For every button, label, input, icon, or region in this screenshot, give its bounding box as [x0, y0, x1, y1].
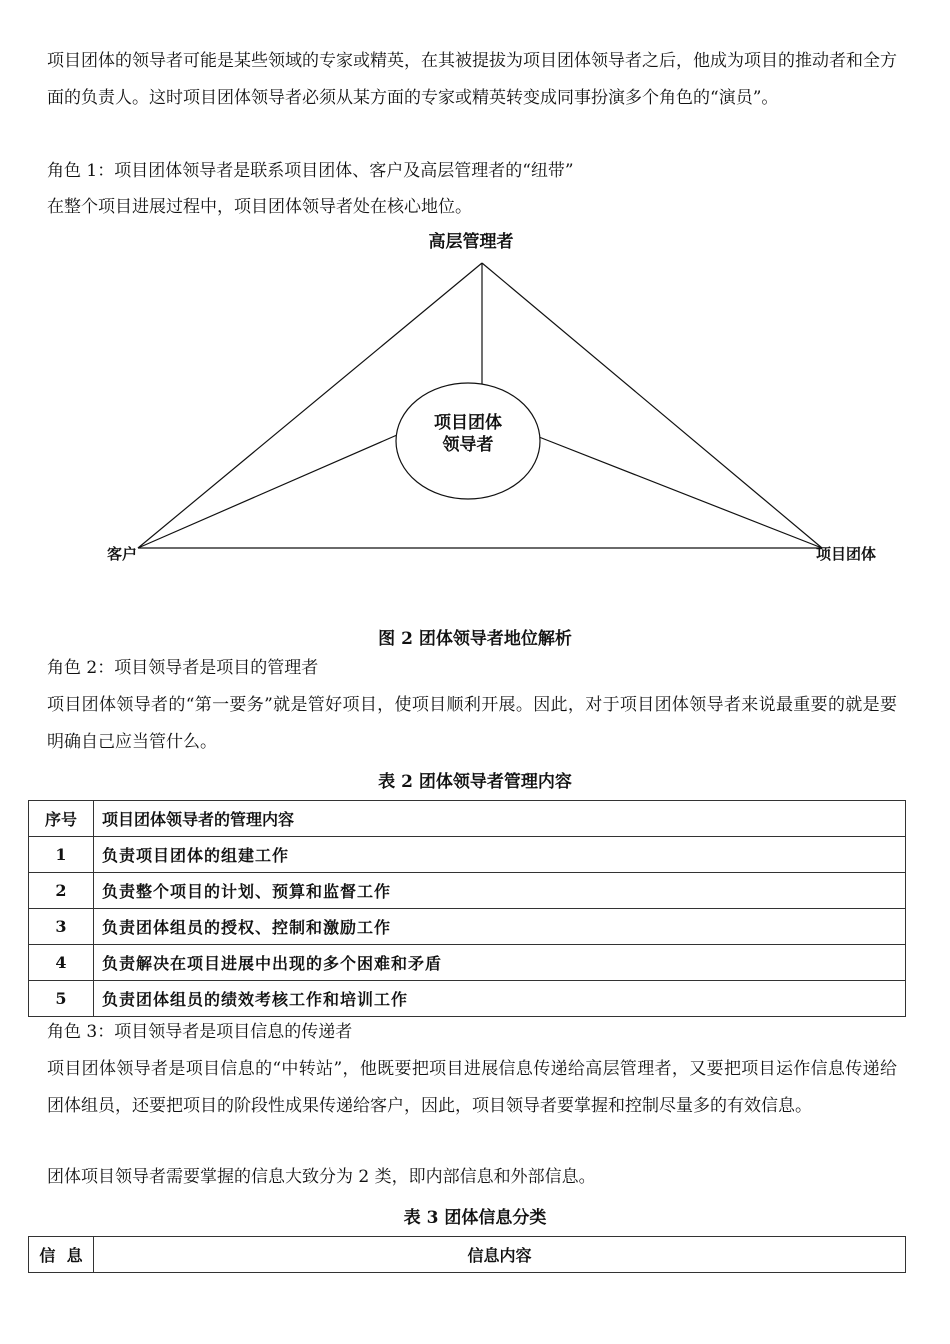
figure-caption: 图 2 团体领导者地位解析 [378, 629, 572, 649]
top-node-label: 高层管理者 [428, 232, 514, 252]
table-row [29, 945, 906, 981]
intro-paragraph: 项目团体的领导者可能是某些领域的专家或精英，在其被提拔为项目团体领导者之后，他成为项目的推动者和全方面的负责人。这时项目团体领导者必须从某方面的专家或精英转变成同事扮演多个角色的“演员”。 [47, 51, 897, 108]
row-content: 负责团体组员的授权、控制和激励工作 [94, 909, 906, 945]
row-index: 1 [29, 837, 94, 873]
row-index: 3 [29, 909, 94, 945]
row-index: 5 [29, 981, 94, 1017]
row-content: 负责整个项目的计划、预算和监督工作 [94, 873, 906, 909]
left-node-label: 客户 [106, 545, 138, 563]
table-header-row [29, 801, 906, 837]
info-paragraph: 团体项目领导者需要掌握的信息大致分为 2 类，即内部信息和外部信息。 [47, 1167, 596, 1187]
table3-caption: 表 3 团体信息分类 [403, 1208, 547, 1228]
edge-top-right [482, 263, 822, 548]
table-row [29, 837, 906, 873]
table-header-row [29, 1237, 906, 1273]
table2-caption: 表 2 团体领导者管理内容 [378, 772, 572, 792]
header-index: 序号 [29, 801, 94, 837]
header-info-content: 信息内容 [94, 1237, 906, 1273]
management-content-table [28, 800, 906, 1017]
role2-title: 角色 2：项目领导者是项目的管理者 [47, 658, 319, 678]
edge-center-left [138, 435, 397, 548]
role1-text: 在整个项目进展过程中，项目团体领导者处在核心地位。 [47, 197, 472, 217]
table-row [29, 909, 906, 945]
role3-title: 角色 3：项目领导者是项目信息的传递者 [47, 1022, 353, 1042]
row-content: 负责解决在项目进展中出现的多个困难和矛盾 [94, 945, 906, 981]
header-content: 项目团体领导者的管理内容 [94, 801, 906, 837]
row-content: 负责团体组员的绩效考核工作和培训工作 [94, 981, 906, 1017]
role2-text: 项目团体领导者的“第一要务”就是管好项目，使项目顺利开展。因此，对于项目团体领导者来说最重要的就是要明确自己应当管什么。 [47, 695, 897, 752]
role1-title: 角色 1：项目团体领导者是联系项目团体、客户及高层管理者的“纽带” [47, 161, 574, 181]
header-info: 信 息 [29, 1237, 94, 1273]
right-node-label: 项目团体 [815, 545, 877, 563]
center-node-label-1: 项目团体 [434, 413, 502, 433]
leader-position-diagram [0, 225, 950, 570]
row-index: 2 [29, 873, 94, 909]
role3-text: 项目团体领导者是项目信息的“中转站”，他既要把项目进展信息传递给高层管理者，又要把项目运作信息传递给团体组员，还要把项目的阶段性成果传递给客户，因此，项目领导者要掌握和控制尽量多的有效信息。 [47, 1059, 897, 1116]
center-node-label-2: 领导者 [442, 435, 494, 455]
row-index: 4 [29, 945, 94, 981]
table-row [29, 873, 906, 909]
info-classification-table [28, 1236, 906, 1273]
table-row [29, 981, 906, 1017]
edge-center-right [539, 437, 822, 548]
row-content: 负责项目团体的组建工作 [94, 837, 906, 873]
